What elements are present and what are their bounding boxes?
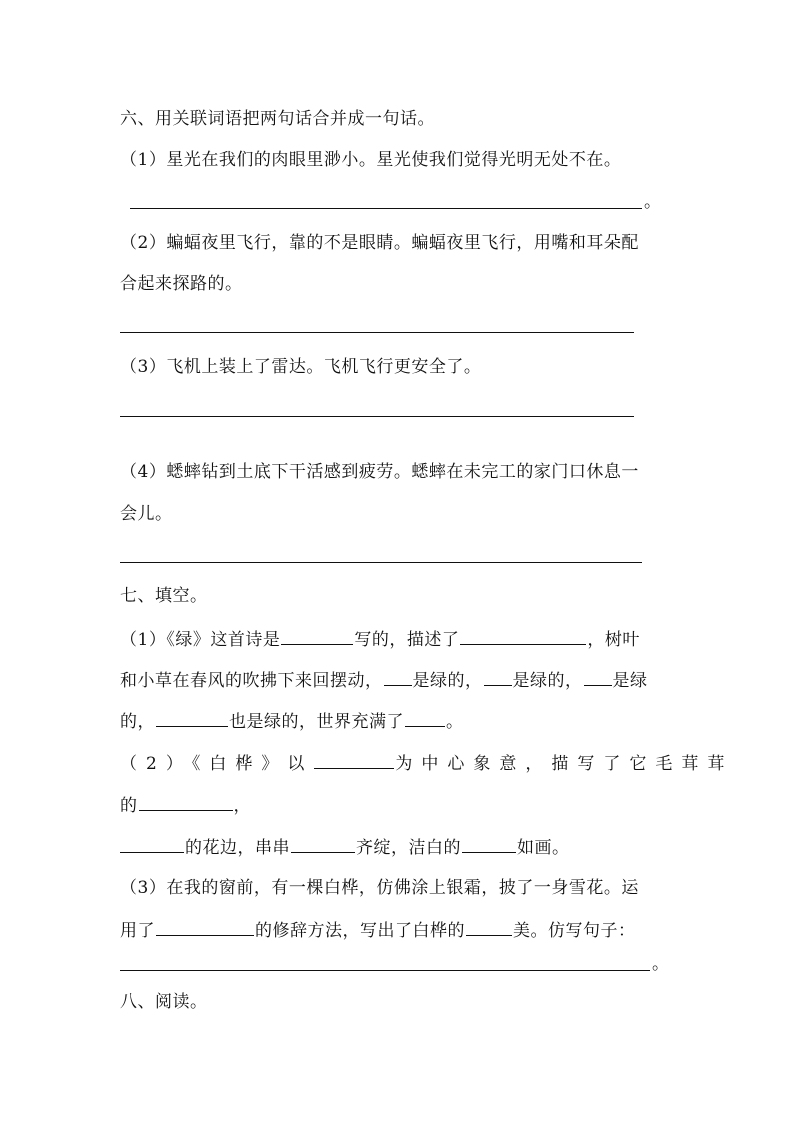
s7-q2-l2-text-b: ， (233, 796, 251, 816)
s7-q2-l1-text-a: （2）《白桦》以 (120, 754, 314, 774)
s7-q1-l1-text-b: 写的，描述了 (354, 630, 460, 650)
s7-q2-blank-1[interactable] (314, 750, 394, 769)
s7-q2-blank-5[interactable] (462, 834, 516, 853)
s7-q1-line1 (120, 626, 640, 652)
s7-q3-l2-text-b: 的修辞方法，写出了白桦的 (255, 921, 465, 941)
s7-q3-blank-device[interactable] (156, 917, 254, 936)
s7-q2-l1-text-b: 为中心象意，描写了它毛茸茸 (395, 754, 734, 774)
s7-q1-blank-author[interactable] (281, 626, 353, 645)
s7-q3-line1: （3）在我的窗前，有一棵白桦，仿佛涂上银霜，披了一身雪花。运 (120, 878, 639, 898)
s7-q1-l2-text-a: 和小草在春风的吹拂下来回摆动， (120, 671, 383, 691)
s7-q1-l2-text-d: 是绿 (612, 671, 648, 691)
s7-q2-line2 (120, 792, 251, 818)
s7-q1-l3-text-a: 的， (120, 712, 155, 732)
s7-q1-line3 (120, 708, 464, 734)
s7-q3-imitation-line (120, 970, 650, 971)
s6-q2-answer-line (120, 332, 634, 333)
s7-q2-blank-3[interactable] (120, 834, 184, 853)
s7-q2-blank-2[interactable] (139, 792, 233, 811)
s7-q2-line1 (120, 750, 733, 776)
s7-q2-l2-text-a: 的 (120, 796, 138, 816)
s7-q3-blank-beauty[interactable] (466, 917, 512, 936)
s7-q3-period: 。 (652, 954, 670, 974)
s6-q4-answer-line (120, 562, 642, 563)
s6-question-3: （3）飞机上装上了雷达。飞机飞行更安全了。 (120, 357, 482, 377)
s7-q1-blank-description[interactable] (460, 626, 586, 645)
s7-q1-blank-4[interactable] (584, 667, 612, 686)
section-8-heading: 八、阅读。 (120, 992, 208, 1012)
s6-q1-answer-line (130, 208, 642, 209)
section-6-heading: 六、用关联词语把两句话合并成一句话。 (120, 109, 435, 129)
s6-question-4-line1: （4）蟋蟀钻到土底下干活感到疲劳。蟋蟀在未完工的家门口休息一 (120, 462, 639, 482)
s7-q1-l1-text-a: （1）《绿》这首诗是 (120, 630, 281, 650)
s7-q2-blank-4[interactable] (291, 834, 355, 853)
s7-q1-blank-3[interactable] (484, 667, 512, 686)
s7-q1-line2 (120, 667, 648, 693)
s7-q2-l3-text-c: 如画。 (517, 838, 570, 858)
s7-q2-l3-text-b: 齐绽，洁白的 (356, 838, 461, 858)
s7-q3-l2-text-a: 用了 (120, 921, 155, 941)
s7-q1-blank-5[interactable] (156, 708, 228, 727)
s6-q3-answer-line (120, 416, 634, 417)
s7-q2-line3 (120, 834, 570, 860)
s7-q2-l3-text-a: 的花边，串串 (185, 838, 290, 858)
s7-q1-l3-text-c: 。 (446, 712, 464, 732)
s7-q1-l2-text-c: 是绿的， (512, 671, 583, 691)
s7-q1-blank-2[interactable] (384, 667, 412, 686)
s7-q1-l3-text-b: 也是绿的，世界充满了 (229, 712, 404, 732)
s7-q1-blank-6[interactable] (405, 708, 445, 727)
s7-q1-l2-text-b: 是绿的， (412, 671, 483, 691)
s7-q3-line2 (120, 917, 636, 943)
s6-question-2-line1: （2）蝙蝠夜里飞行，靠的不是眼睛。蝙蝠夜里飞行，用嘴和耳朵配 (120, 233, 639, 253)
s7-q3-l2-text-c: 美。仿写句子： (513, 921, 636, 941)
s7-q1-l1-text-c: ，树叶 (587, 630, 640, 650)
s6-question-4-line2: 会儿。 (120, 504, 173, 524)
s6-question-2-line2: 合起来探路的。 (120, 274, 243, 294)
s6-question-1: （1）星光在我们的肉眼里渺小。星光使我们觉得光明无处不在。 (120, 150, 622, 170)
section-7-heading: 七、填空。 (120, 586, 208, 606)
s6-q1-period: 。 (644, 192, 662, 212)
